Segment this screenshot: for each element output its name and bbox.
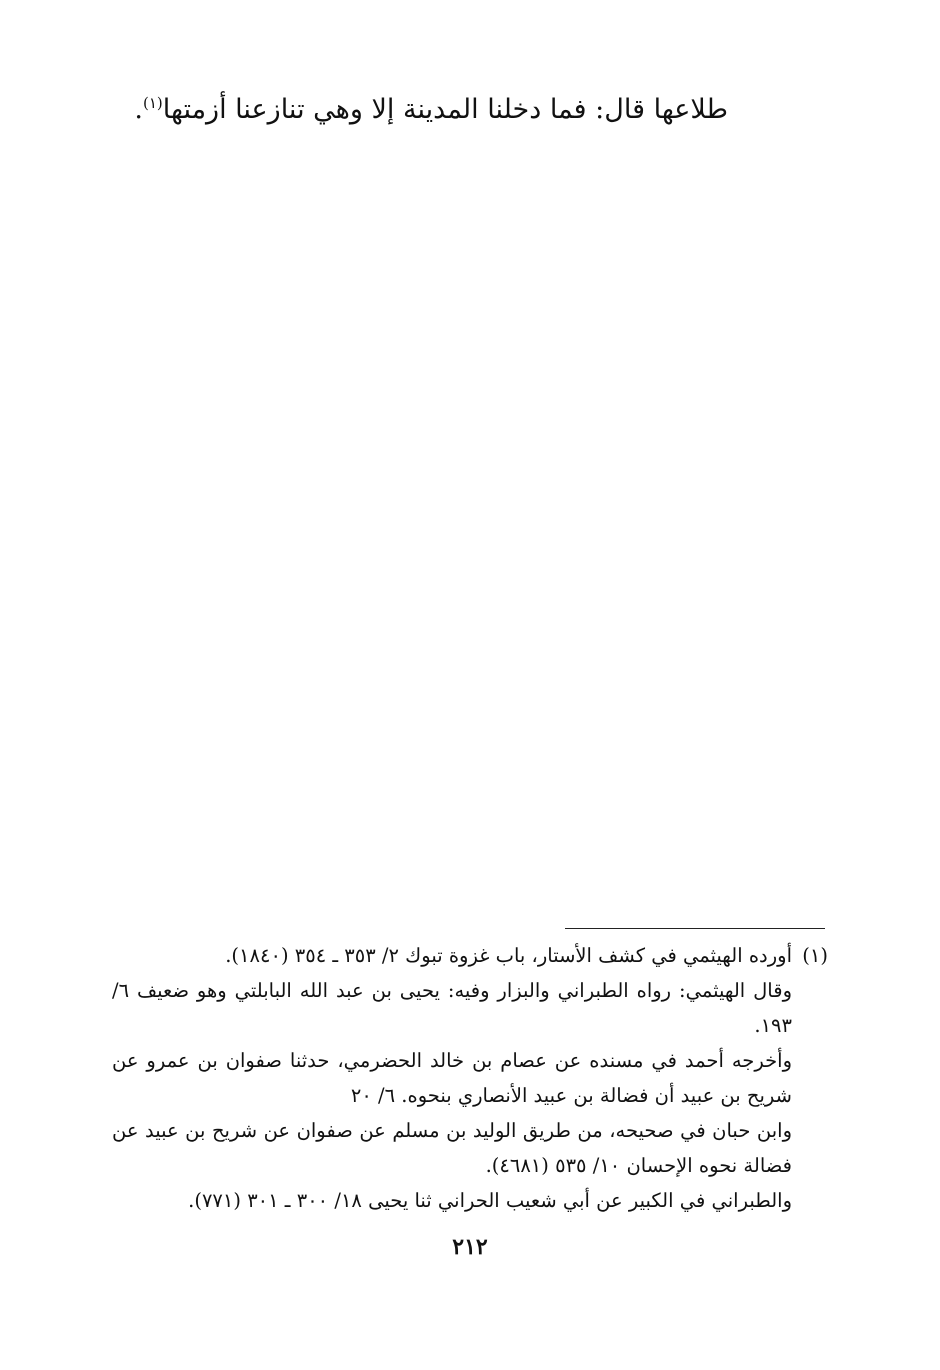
footnote-separator	[565, 928, 825, 929]
end-punctuation: .	[134, 94, 143, 125]
footnote-paragraph: وقال الهيثمي: رواه الطبراني والبزار وفيه: يحيى بن عبد الله البابلتي وهو ضعيف ٦/ ١٩٣.	[112, 979, 792, 1037]
footnote-paragraph: وابن حبان في صحيحه، من طريق الوليد بن مسلم عن صفوان عن شريح بن عبيد عن فضالة نحوه الإحسان ١٠/ ٥٣٥ (٤٦٨١).	[112, 1119, 792, 1177]
body-text: طلاعها قال: فما دخلنا المدينة إلا وهي تنازعنا أزمتها	[162, 94, 728, 125]
footnotes-section	[112, 938, 828, 1218]
page-number: ٢١٢	[452, 1234, 488, 1260]
body-text-line	[108, 88, 728, 132]
footnote-paragraph: وأخرجه أحمد في مسنده عن عصام بن خالد الحضرمي، حدثنا صفوان بن عمرو عن شريح بن عبيد أن فضالة بن عبيد الأنصاري بنحوه. ٦/ ٢٠	[112, 1049, 792, 1107]
footnote-1	[112, 938, 828, 973]
footnote-paragraph: والطبراني في الكبير عن أبي شعيب الحراني ثنا يحيى ١٨/ ٣٠٠ ـ ٣٠١ (٧٧١).	[188, 1189, 792, 1212]
footnote-1-text: أورده الهيثمي في كشف الأستار، باب غزوة تبوك ٢/ ٣٥٣ ـ ٣٥٤ (١٨٤٠).	[225, 944, 792, 967]
footnote-reference: (١)	[142, 94, 163, 112]
footnote-number: (١)	[802, 944, 828, 967]
